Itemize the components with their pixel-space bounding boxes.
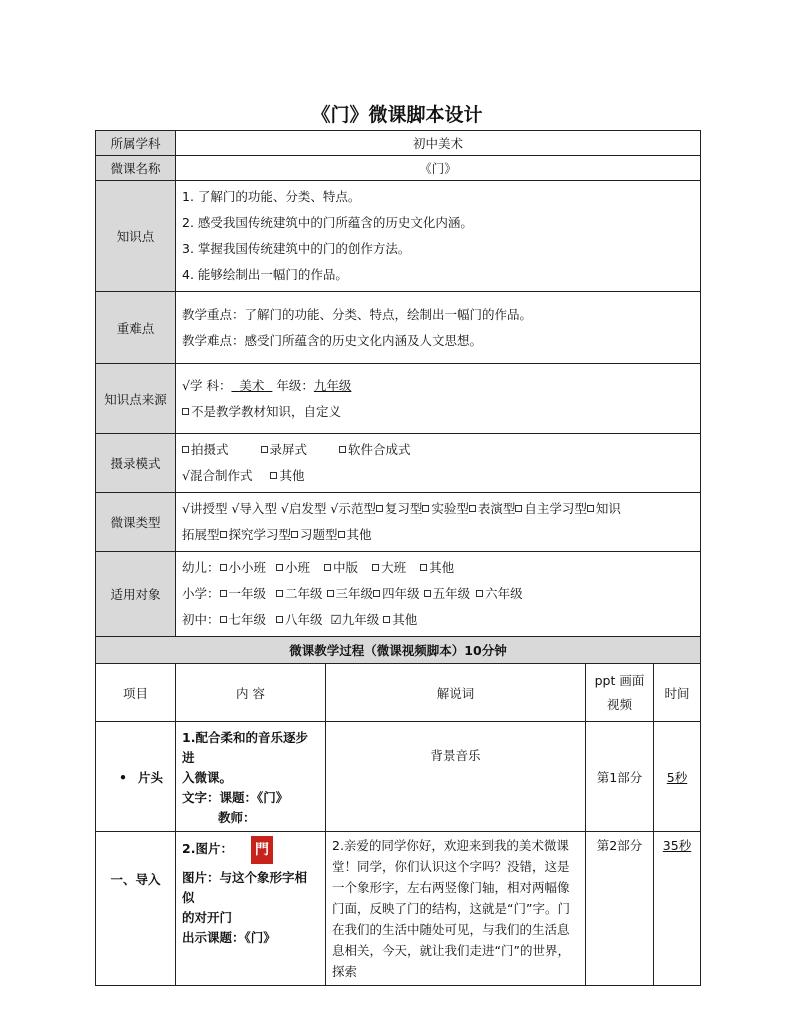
row-item: 一、导入 — [96, 832, 176, 986]
audience-options — [176, 552, 701, 637]
type-option: 复习型 — [384, 501, 423, 516]
row-narration: 2.亲爱的同学你好，欢迎来到我的美术微课堂！同学，你们认识这个字吗？没错，这是一个象形字，左右两竖像门轴，相对两幅像门面，反映了门的结构，这就是“门”字。门在我们的生活中随处可见，与我们的生活息息相关，今天，就让我们走进“门”的世界，探索 — [326, 832, 586, 986]
knowledge-item: 4. 能够绘制出一幅门的作品。 — [182, 267, 348, 282]
col-time: 时间 — [654, 664, 701, 722]
type-option: 自主学习型 — [524, 501, 587, 516]
row-item: • 片头 — [96, 722, 176, 832]
mode-label: 摄录模式 — [96, 434, 176, 493]
checkbox-icon[interactable] — [372, 564, 379, 571]
name-label: 微课名称 — [96, 156, 176, 181]
checkbox-icon[interactable] — [182, 446, 189, 453]
key-list — [176, 292, 701, 364]
checkbox-icon[interactable] — [339, 446, 346, 453]
audience-option: 中版 — [333, 560, 359, 575]
audience-option: 其他 — [429, 560, 455, 575]
checkbox-icon[interactable] — [338, 531, 345, 538]
checkbox-icon[interactable] — [383, 616, 390, 623]
page-title: 《门》微课脚本设计 — [311, 104, 483, 126]
source-label: 知识点来源 — [96, 364, 176, 434]
source-row — [96, 364, 701, 434]
row-time: 5秒 — [654, 722, 701, 832]
subject-row — [96, 131, 701, 156]
knowledge-label: 知识点 — [96, 181, 176, 292]
source-prefix: √学 科： — [182, 377, 232, 393]
type-checked: √启发型 — [280, 501, 327, 516]
key-label: 重难点 — [96, 292, 176, 364]
audience-option: 三年级 — [335, 586, 374, 601]
subject-label: 所属学科 — [96, 131, 176, 156]
col-content: 内 容 — [176, 664, 326, 722]
primary-label: 小学： — [182, 586, 220, 601]
type-option: 实验型 — [431, 501, 469, 516]
knowledge-list — [176, 181, 701, 292]
audience-option: 四年级 — [382, 586, 420, 601]
mode-option: 录屏式 — [269, 442, 308, 457]
col-ppt: ppt 画面 视频 — [586, 664, 654, 722]
checkbox-icon[interactable] — [587, 505, 594, 512]
audience-option: 八年级 — [285, 612, 323, 627]
checkbox-icon[interactable] — [515, 505, 522, 512]
checkbox-icon[interactable] — [422, 505, 429, 512]
source-options — [176, 364, 701, 434]
checkbox-icon[interactable] — [220, 616, 227, 623]
mode-row — [96, 434, 701, 493]
audience-option: 小班 — [285, 560, 311, 575]
process-header: 微课教学过程（微课视频脚本）10分钟 — [96, 637, 701, 664]
audience-option: 小小班 — [228, 560, 267, 575]
type-label: 微课类型 — [96, 493, 176, 552]
key-point: 教学重点：了解门的功能、分类、特点，绘制出一幅门的作品。 — [182, 306, 533, 322]
checkbox-icon[interactable] — [276, 616, 283, 623]
source-subject: 美术 — [239, 377, 265, 393]
col-item: 项目 — [96, 664, 176, 722]
row-narration: 背景音乐 — [326, 722, 586, 832]
checkbox-icon[interactable] — [220, 531, 227, 538]
checkbox-icon[interactable] — [324, 564, 331, 571]
subject-value: 初中美术 — [176, 131, 701, 156]
type-checked: √讲授型 — [182, 501, 228, 516]
mode-checked: √混合制作式 — [182, 468, 253, 483]
name-value: 《门》 — [176, 156, 701, 181]
checkbox-icon[interactable] — [476, 590, 483, 597]
type-row — [96, 493, 701, 552]
checkbox-icon[interactable] — [270, 472, 277, 479]
audience-option: 二年级 — [285, 586, 323, 601]
mode-options — [176, 434, 701, 493]
audience-option: 五年级 — [432, 586, 471, 601]
type-option: 探究学习型 — [228, 527, 292, 542]
row-content: 1.配合柔和的音乐逐步进 入微课。 文字：课题：《门》 教师： — [176, 722, 326, 832]
checkbox-icon[interactable] — [373, 590, 380, 597]
script-table — [95, 130, 701, 986]
process-header-row — [96, 637, 701, 664]
mode-option: 拍摄式 — [191, 442, 229, 457]
knowledge-item: 2. 感受我国传统建筑中的门所蕴含的历史文化内涵。 — [182, 215, 473, 230]
junior-label: 初中： — [182, 612, 220, 627]
audience-label: 适用对象 — [96, 552, 176, 637]
audience-option: 七年级 — [228, 612, 267, 627]
checkbox-icon[interactable] — [327, 590, 334, 597]
key-row — [96, 292, 701, 364]
checkbox-icon[interactable] — [469, 505, 476, 512]
column-header-row — [96, 664, 701, 722]
type-option: 其他 — [346, 527, 372, 542]
type-checked: √示范型 — [330, 501, 376, 516]
row-ppt: 第1部分 — [586, 722, 654, 832]
audience-checked: ☑九年级 — [330, 612, 380, 627]
checkbox-icon[interactable] — [261, 446, 268, 453]
knowledge-item: 1. 了解门的功能、分类、特点。 — [182, 189, 361, 204]
checkbox-icon[interactable] — [220, 590, 227, 597]
audience-option: 六年级 — [485, 586, 523, 601]
checkbox-icon[interactable] — [420, 564, 427, 571]
row-content: 2.图片： 門 图片：与这个象形字相似 的对开门 出示课题：《门》 — [176, 832, 326, 986]
checkbox-icon[interactable] — [220, 564, 227, 571]
checkbox-icon[interactable] — [276, 590, 283, 597]
men-character-image: 門 — [251, 836, 273, 864]
type-options — [176, 493, 701, 552]
mode-option: 软件合成式 — [348, 442, 411, 457]
source-grade-label: 年级： — [276, 377, 314, 393]
checkbox-icon[interactable] — [276, 564, 283, 571]
difficult-point: 教学难点：感受门所蕴含的历史文化内涵及人文思想。 — [182, 332, 483, 348]
audience-row — [96, 552, 701, 637]
knowledge-item: 3. 掌握我国传统建筑中的门的创作方法。 — [182, 241, 411, 256]
row-time: 35秒 — [654, 832, 701, 986]
audience-option: 一年级 — [228, 586, 267, 601]
table-row — [96, 832, 701, 986]
knowledge-row — [96, 181, 701, 292]
type-option: 知识 — [595, 501, 621, 516]
type-checked: √导入型 — [231, 501, 277, 516]
checkbox-icon[interactable] — [182, 408, 189, 415]
source-grade: 九年级 — [313, 377, 352, 393]
source-custom: 不是教学教材知识，自定义 — [191, 403, 342, 419]
type-option: 习题型 — [300, 527, 338, 542]
col-narration: 解说词 — [326, 664, 586, 722]
audience-option: 其他 — [392, 612, 418, 627]
name-row — [96, 156, 701, 181]
mode-other: 其他 — [279, 468, 305, 483]
type-option: 表演型 — [477, 501, 516, 516]
type-option: 拓展型 — [182, 527, 220, 542]
row-ppt: 第2部分 — [586, 832, 654, 986]
checkbox-icon[interactable] — [424, 590, 431, 597]
kinder-label: 幼儿： — [182, 560, 220, 575]
table-row — [96, 722, 701, 832]
checkbox-icon[interactable] — [376, 505, 383, 512]
audience-option: 大班 — [381, 560, 407, 575]
checkbox-icon[interactable] — [291, 531, 298, 538]
